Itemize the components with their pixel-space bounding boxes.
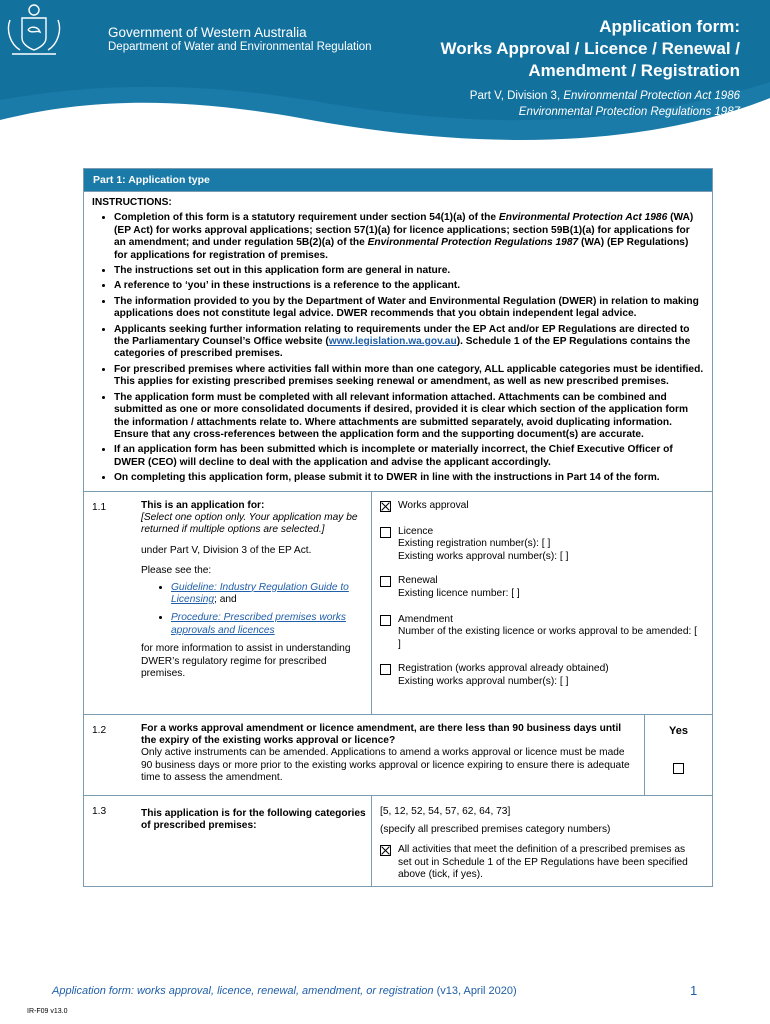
application-form-table (83, 168, 713, 887)
all-activities-checkbox[interactable] (380, 845, 391, 856)
works-approval-checkbox[interactable] (380, 501, 391, 512)
question-explanation: Only active instruments can be amended. Applications to amend a works approval or licence must be made 90 business days or more prior to the existing works approval or licence expiring to ensure there is adequate time to assess the amendment. (141, 747, 630, 784)
option-works-approval[interactable] (380, 500, 700, 512)
renewal-checkbox[interactable] (380, 576, 391, 587)
yes-label: Yes (669, 724, 688, 737)
instruction-item: • The information provided to you by the Department of Water and Environmental Regulation (DWER) in relation to making applications does not constitute legal advice. DWER recommends that you obtain independent legal advice. (114, 295, 704, 321)
legislation-website-link[interactable]: www.legislation.wa.gov.au (328, 336, 457, 348)
form-title-block (441, 16, 740, 120)
part-heading: Part 1: Application type (84, 169, 712, 192)
option-amendment[interactable] (380, 614, 700, 651)
option-detail: Number of the existing licence or works approval to be amended: [ ] (398, 626, 697, 650)
categories-instruction: (specify all prescribed premises category numbers) (380, 823, 611, 835)
question-1-3-row (84, 796, 712, 886)
under-part-text: under Part V, Division 3 of the EP Act. (141, 544, 312, 556)
subtitle-prefix: Part V, Division 3, (469, 90, 564, 102)
licence-checkbox[interactable] (380, 527, 391, 538)
question-number: 1.2 (92, 724, 107, 736)
instructions-title: INSTRUCTIONS: (92, 197, 172, 208)
instruction-item: • Applicants seeking further information relating to requirements under the EP Act and/or EP Regulations are directed to the Parliamentary Counsel’s Office website (www.legislation.wa.gov.au). Schedule 1 of the EP Regulations contains the categories of prescribed premises. (114, 323, 704, 361)
option-label: All activities that meet the definition of a prescribed premises as set out in Schedule 1 of the EP Regulations have been specified above (tick, if yes). (398, 844, 688, 881)
form-subtitle (441, 88, 740, 120)
option-label: Amendment (398, 613, 453, 625)
guidance-link-item (171, 612, 366, 637)
wa-crest-icon (0, 0, 68, 58)
question-title: This application is for the following categories of prescribed premises: (141, 807, 366, 831)
option-detail: Existing licence number: [ ] (398, 587, 520, 599)
instruction-item: • On completing this application form, please submit it to DWER in line with the instructions in Part 14 of the form. (114, 471, 704, 484)
question-1-2-row (84, 715, 712, 796)
column-divider (371, 492, 372, 714)
guideline-link[interactable]: Guideline: Industry Regulation Guide to Licensing (171, 581, 349, 605)
form-title-line-2: Works Approval / Licence / Renewal / (440, 39, 740, 58)
form-title-line-1: Application form: (599, 17, 740, 36)
question-note: [Select one option only. Your application may be returned if multiple options are selected.] (141, 511, 358, 536)
option-label: Renewal (398, 575, 438, 587)
option-registration[interactable] (380, 663, 700, 688)
option-renewal[interactable] (380, 575, 700, 600)
instruction-item: • For prescribed premises where activities fall within more than one category, ALL applicable categories must be identified. This applies for existing prescribed premises seeking renewal or amendment, as well as new prescribed premises. (114, 363, 704, 389)
question-title: This is an application for: (141, 499, 265, 511)
government-logo-text (108, 26, 372, 54)
subtitle-act: Environmental Protection Act 1986 (563, 90, 740, 102)
footer-form-name: Application form: works approval, licence, renewal, amendment, or registration (52, 985, 434, 997)
instruction-item: • The application form must be completed with all relevant information attached. Attachments can be combined and submitted as one or more consolidated documents if desired, provided it is clear which section of the application form the information / attachments relate to. Where attachments are submitted separately, avoid duplicating information. Ensure that any cross-references between the application form and the supporting document(s) are accurate. (114, 391, 704, 442)
please-see-text: Please see the: (141, 565, 212, 577)
subtitle-regulations: Environmental Protection Regulations 1987 (518, 106, 740, 118)
instruction-item: • If an application form has been submitted which is incomplete or materially incorrect, the Chief Executive Officer of DWER (CEO) will decline to deal with the application and advise the applicant accordingly. (114, 443, 704, 469)
application-type-options (380, 500, 700, 694)
option-detail: Existing works approval number(s): [ ] (398, 550, 569, 562)
instructions-section (84, 192, 712, 492)
procedure-link[interactable]: Procedure: Prescribed premises works approvals and licences (171, 612, 346, 636)
government-name: Government of Western Australia (108, 25, 307, 40)
column-divider (371, 796, 372, 886)
guidance-link-item: • Guideline: Industry Regulation Guide to Licensing; and (171, 582, 366, 607)
question-1-2-text (141, 723, 636, 785)
form-code: IR-F09 v13.0 (27, 1008, 68, 1015)
instructions-list (92, 211, 704, 484)
question-number: 1.1 (92, 501, 107, 513)
instruction-item: • Completion of this form is a statutory requirement under section 54(1)(a) of the Environmental Protection Act 1986 (WA) (EP Act) for works approval applications; section 57(1)(a) for licence applications; section 59B(1)(a) for applications for an amendment; and under regulation 5B(2)(a) of the Environmental Protection Regulations 1987 (WA) (EP Regulations) for applications for registration of premises. (114, 211, 704, 262)
more-info-text: for more information to assist in understanding DWER’s regulatory regime for prescribed premises. (141, 643, 351, 679)
categories-value[interactable]: [5, 12, 52, 54, 57, 62, 64, 73] (380, 805, 511, 817)
question-number: 1.3 (92, 805, 107, 817)
department-name: Department of Water and Environmental Regulation (108, 41, 372, 53)
yes-column (644, 715, 712, 795)
option-licence[interactable] (380, 526, 700, 563)
footer-title (52, 985, 517, 997)
page-number: 1 (690, 983, 698, 998)
option-detail: Existing works approval number(s): [ ] (398, 675, 569, 687)
instruction-item: • A reference to ‘you’ in these instructions is a reference to the applicant. (114, 279, 704, 292)
registration-checkbox[interactable] (380, 664, 391, 675)
option-label: Registration (works approval already obtained) (398, 663, 609, 675)
footer-version: (v13, April 2020) (433, 985, 517, 997)
form-title-line-3: Amendment / Registration (528, 61, 740, 80)
amendment-checkbox[interactable] (380, 615, 391, 626)
header-banner (0, 0, 770, 150)
option-label: Licence (398, 525, 434, 537)
question-title: For a works approval amendment or licence amendment, are there less than 90 business days until the expiry of the existing works approval or licence? (141, 722, 622, 746)
less-than-90-days-checkbox[interactable] (673, 763, 684, 774)
all-activities-confirmation[interactable] (380, 844, 700, 881)
instruction-item: • The instructions set out in this application form are general in nature. (114, 264, 704, 277)
guidance-links (141, 582, 366, 638)
option-label: Works approval (398, 499, 469, 511)
question-1-1-text (141, 500, 366, 681)
question-1-1-row (84, 492, 712, 715)
categories-answer (380, 806, 700, 888)
option-detail: Existing registration number(s): [ ] (398, 538, 551, 550)
